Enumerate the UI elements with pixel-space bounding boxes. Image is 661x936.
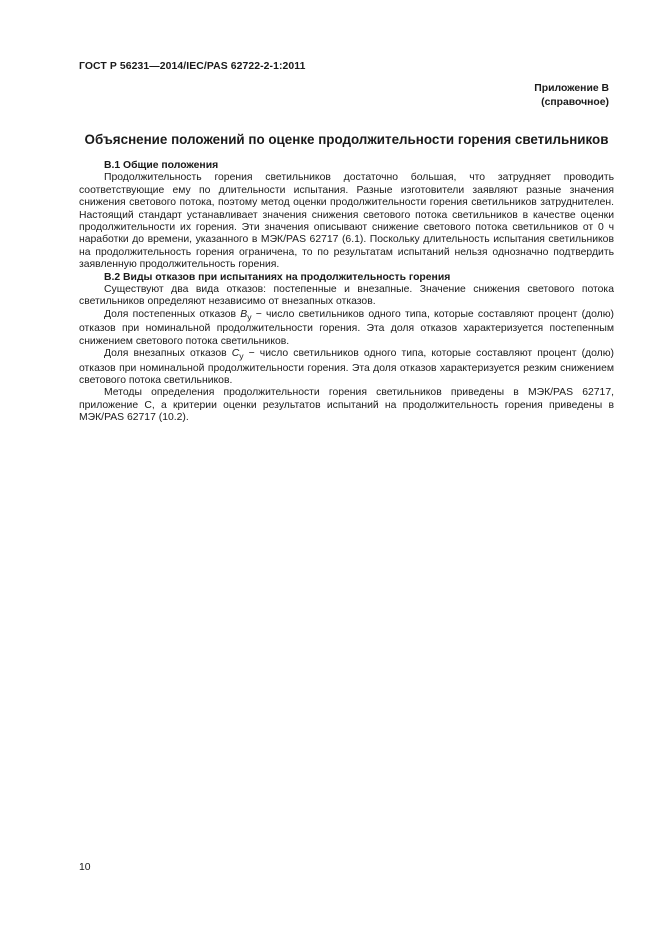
annex-label: Приложение В: [534, 83, 609, 94]
paragraph: Существуют два вида отказов: постепенные и внезапные. Значение снижения светового потока светильников определяют независимо от внезапных отказов.: [79, 284, 614, 308]
annex-title: Объяснение положений по оценке продолжительности горения светильников: [84, 132, 609, 147]
paragraph: Продолжительность горения светильников достаточно большая, что затрудняет проводить соответствующие ему по длительности испытания. Разные изготовители заявляют разные значения снижения светового потока, поэтому метод оценки продолжительности горения светильников затруднителен. Настоящий стандарт устанавливает значения снижения светового потока светильников в качестве оценки продолжительности их горения. Эти значения описывают снижение светового потока светильников от 0 ч наработки до времени, указанного в МЭК/PAS 62717 (6.1). Поскольку длительность испытания светильников на продолжительность горения ограничена, то по результатам испытаний нельзя однозначно подтвердить заявленную продолжительность горения.: [79, 172, 614, 271]
paragraph-text: − число светильников одного типа, которые составляют процент (долю) отказов при номинальной продолжительности горения. Эта доля отказов характеризуется постепенным снижением светового потока светильников.: [79, 308, 614, 347]
section-heading: В.1 Общие положения: [104, 160, 219, 171]
document-body: [79, 160, 614, 425]
section-heading: В.2 Виды отказов при испытаниях на продолжительность горения: [104, 271, 451, 283]
symbol: B: [240, 308, 248, 320]
symbol: C: [231, 348, 240, 360]
symbol-subscript: y: [239, 351, 244, 362]
annex-type: (справочное): [541, 97, 609, 108]
document-code: ГОСТ Р 56231—2014/IEC/PAS 62722-2-1:2011: [79, 61, 306, 72]
page-number: 10: [79, 862, 91, 873]
paragraph-text: Доля внезапных отказов: [104, 348, 232, 360]
paragraph: Методы определения продолжительности горения светильников приведены в МЭК/PAS 62717, приложение С, а критерии оценки результатов испытаний на продолжительность горения приведены в МЭК/PAS 62717 (10.2).: [79, 387, 614, 424]
paragraph-text: − число светильников одного типа, которые составляют процент (долю) отказов при номинальной продолжительности горения. Эта доля отказов характеризуется резким снижением светового потока светильников.: [79, 348, 614, 387]
paragraph: [79, 348, 614, 387]
annex-label-block: [309, 82, 609, 110]
paragraph-text: Доля постепенных отказов: [104, 308, 241, 320]
paragraph: [79, 309, 614, 348]
symbol-subscript: y: [247, 311, 252, 322]
